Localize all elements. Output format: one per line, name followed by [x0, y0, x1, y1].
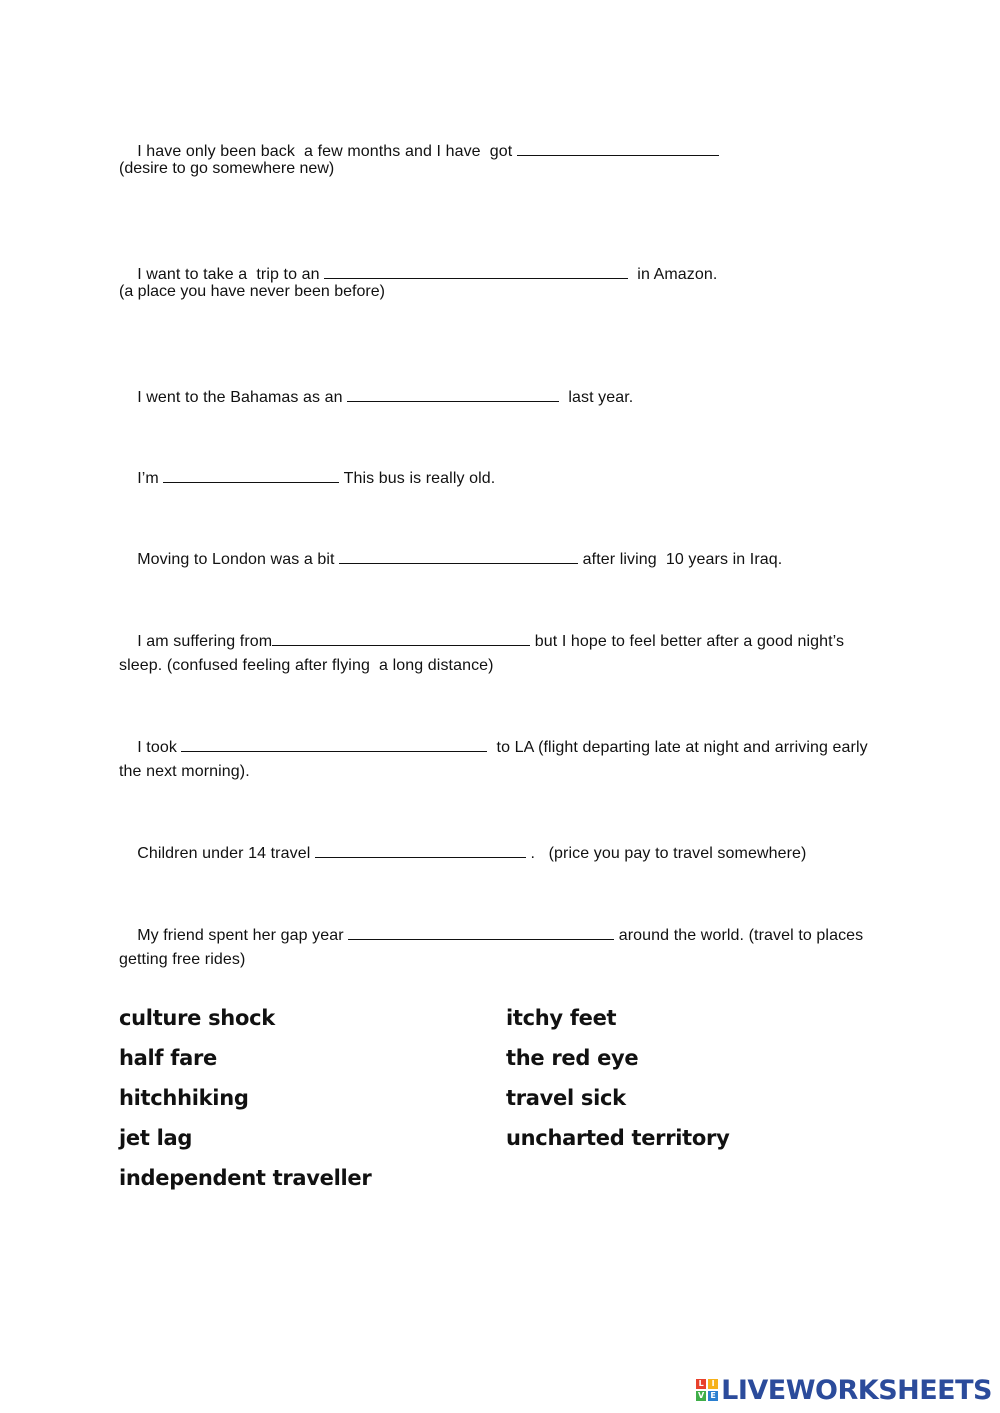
word-bank-item: hitchhiking	[119, 1086, 249, 1110]
question-6-text-before: I am suffering from	[137, 633, 273, 650]
question-1-hint: (desire to go somewhere new)	[119, 160, 335, 177]
logo-mark-letter: L	[696, 1379, 706, 1389]
logo-mark-icon	[696, 1379, 718, 1401]
question-7-text-after: to LA (flight departing late at night and arriving early the next morning).	[119, 739, 873, 780]
question-5-text-after: after living 10 years in Iraq.	[578, 551, 783, 568]
question-2-hint: (a place you have never been before)	[119, 283, 385, 300]
question-6-answer-blank[interactable]	[272, 631, 530, 646]
word-bank-item: the red eye	[506, 1046, 639, 1070]
question-4-text-after: This bus is really old.	[339, 470, 496, 487]
word-bank-item: culture shock	[119, 1006, 275, 1030]
question-5-text-before: Moving to London was a bit	[137, 551, 340, 568]
question-6-text-after: but I hope to feel better after a good night’s sleep. (confused feeling after flying a long distance)	[119, 633, 849, 674]
question-3-answer-blank[interactable]	[347, 387, 559, 402]
logo-mark-letter: V	[698, 1391, 705, 1400]
question-8	[119, 818, 889, 890]
question-5	[119, 524, 889, 596]
question-3-text-after: last year.	[559, 389, 634, 406]
liveworksheets-logo[interactable]	[696, 1373, 992, 1407]
question-6	[119, 606, 889, 702]
question-9	[119, 900, 889, 996]
question-8-text-before: Children under 14 travel	[137, 845, 315, 862]
question-1-answer-blank[interactable]	[517, 141, 719, 156]
logo-text: LIVEWORKSHEETS	[721, 1374, 992, 1406]
question-2-text-after: in Amazon.	[628, 266, 718, 283]
word-bank-item: jet lag	[119, 1126, 193, 1150]
word-bank-item: itchy feet	[506, 1006, 617, 1030]
question-9-text-after: around the world. (travel to places getting free rides)	[119, 927, 868, 968]
question-1-text-before: I have only been back a few months and I have got	[137, 143, 517, 160]
question-7-text-before: I took	[137, 739, 182, 756]
question-5-answer-blank[interactable]	[339, 549, 578, 564]
word-bank-item: uncharted territory	[506, 1126, 730, 1150]
question-2-text-before: I want to take a trip to an	[137, 266, 325, 283]
question-9-answer-blank[interactable]	[348, 925, 614, 940]
question-8-text-after: . (price you pay to travel somewhere)	[525, 845, 807, 862]
question-3	[119, 362, 889, 434]
word-bank-item: independent traveller	[119, 1166, 372, 1190]
question-2-answer-blank[interactable]	[324, 264, 628, 279]
question-9-text-before: My friend spent her gap year	[137, 927, 349, 944]
question-4-text-before: I’m	[137, 470, 164, 487]
word-bank-item: travel sick	[506, 1086, 626, 1110]
question-4-answer-blank[interactable]	[163, 468, 339, 483]
question-4	[119, 443, 889, 515]
question-3-text-before: I went to the Bahamas as an	[137, 389, 348, 406]
question-7-answer-blank[interactable]	[181, 737, 487, 752]
word-bank-item: half fare	[119, 1046, 217, 1070]
question-7	[119, 712, 889, 808]
logo-mark-letter: I	[708, 1379, 718, 1389]
question-8-answer-blank[interactable]	[315, 843, 526, 858]
logo-mark-letter: E	[708, 1391, 718, 1401]
